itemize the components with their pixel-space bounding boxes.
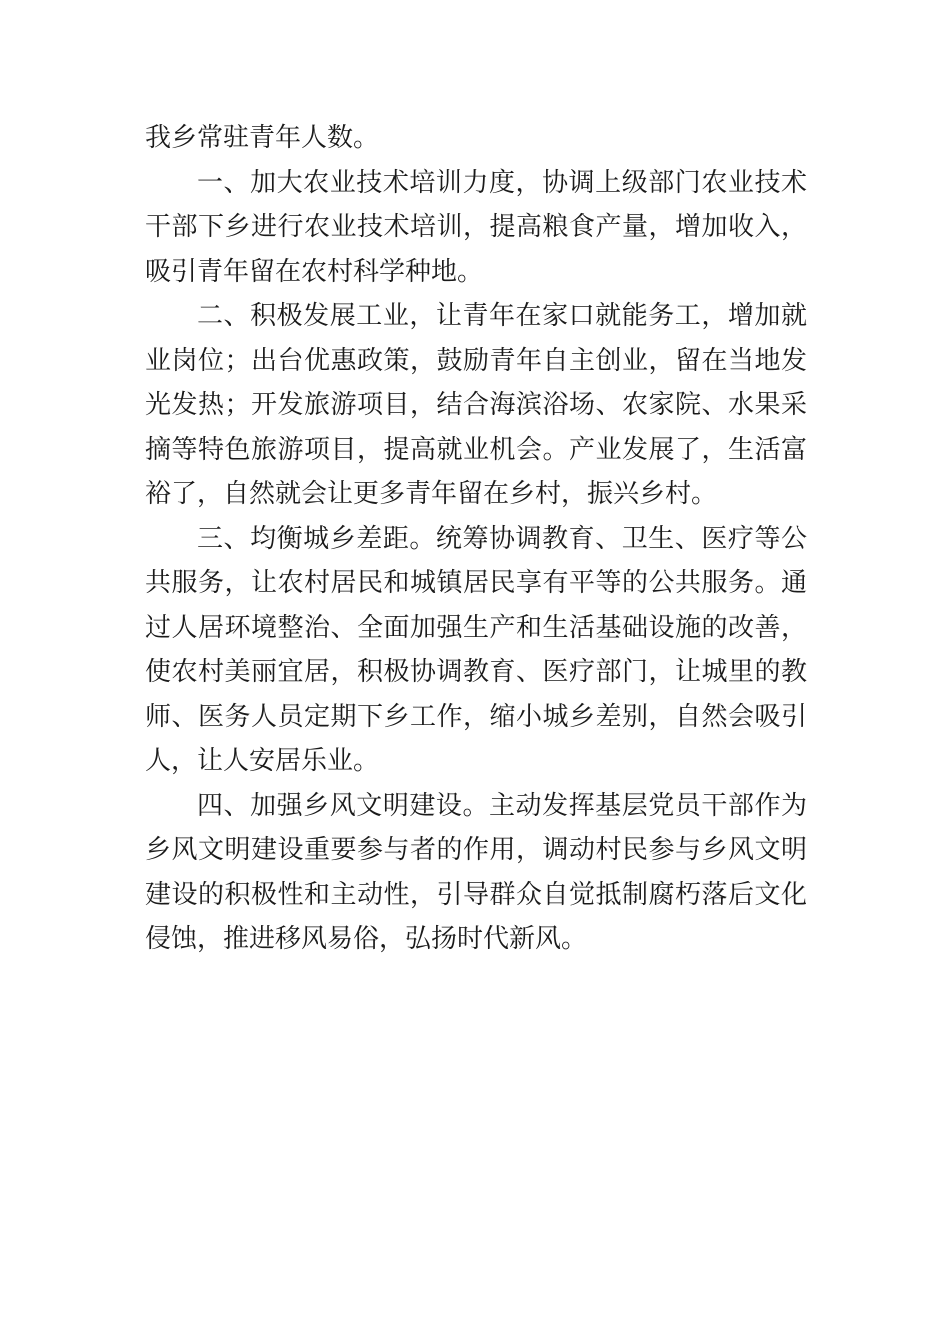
paragraph-point-four: 四、加强乡风文明建设。主动发挥基层党员干部作为乡风文明建设重要参与者的作用，调动村民参与乡风文明建设的积极性和主动性，引导群众自觉抵制腐朽落后文化侵蚀，推进移风易俗，弘扬时代新风。 [145, 790, 807, 954]
paragraph-continuation: 我乡常驻青年人数。 [145, 123, 380, 153]
paragraph-point-one: 一、加大农业技术培训力度，协调上级部门农业技术干部下乡进行农业技术培训，提高粮食产量，增加收入，吸引青年留在农村科学种地。 [145, 167, 807, 287]
document-body [145, 116, 807, 962]
paragraph-point-three: 三、均衡城乡差距。统筹协调教育、卫生、医疗等公共服务，让农村居民和城镇居民享有平等的公共服务。通过人居环境整治、全面加强生产和生活基础设施的改善，使农村美丽宜居，积极协调教育、医疗部门，让城里的教师、医务人员定期下乡工作，缩小城乡差别，自然会吸引人，让人安居乐业。 [145, 523, 807, 776]
paragraph-point-two: 二、积极发展工业，让青年在家口就能务工，增加就业岗位；出台优惠政策，鼓励青年自主创业，留在当地发光发热；开发旅游项目，结合海滨浴场、农家院、水果采摘等特色旅游项目，提高就业机会。产业发展了，生活富裕了，自然就会让更多青年留在乡村，振兴乡村。 [145, 301, 807, 509]
